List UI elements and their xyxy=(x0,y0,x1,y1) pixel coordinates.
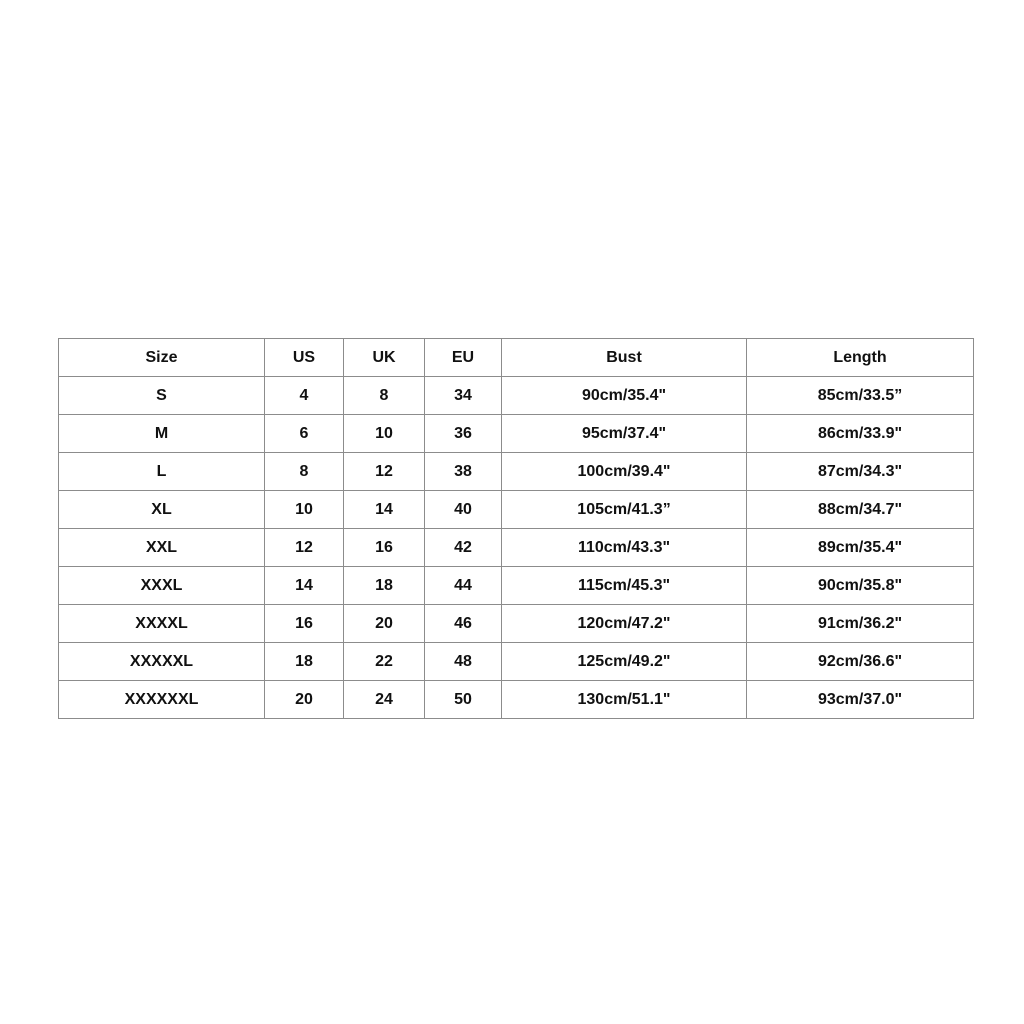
cell-size: XXXXXXL xyxy=(59,681,265,719)
header-bust: Bust xyxy=(502,339,747,377)
cell-eu: 46 xyxy=(425,605,502,643)
cell-us: 12 xyxy=(265,529,344,567)
cell-size: L xyxy=(59,453,265,491)
header-uk: UK xyxy=(344,339,425,377)
cell-bust: 120cm/47.2" xyxy=(502,605,747,643)
table-row xyxy=(59,377,974,415)
header-us: US xyxy=(265,339,344,377)
header-size: Size xyxy=(59,339,265,377)
cell-length: 90cm/35.8" xyxy=(747,567,974,605)
cell-uk: 8 xyxy=(344,377,425,415)
cell-us: 8 xyxy=(265,453,344,491)
cell-us: 4 xyxy=(265,377,344,415)
cell-size: XL xyxy=(59,491,265,529)
table-row xyxy=(59,415,974,453)
table-row xyxy=(59,567,974,605)
cell-bust: 100cm/39.4" xyxy=(502,453,747,491)
cell-bust: 90cm/35.4" xyxy=(502,377,747,415)
table-row xyxy=(59,681,974,719)
cell-size: M xyxy=(59,415,265,453)
cell-size: XXXXXL xyxy=(59,643,265,681)
cell-us: 18 xyxy=(265,643,344,681)
cell-bust: 110cm/43.3" xyxy=(502,529,747,567)
cell-uk: 18 xyxy=(344,567,425,605)
table-header-row xyxy=(59,339,974,377)
cell-bust: 95cm/37.4" xyxy=(502,415,747,453)
cell-length: 88cm/34.7" xyxy=(747,491,974,529)
cell-length: 93cm/37.0" xyxy=(747,681,974,719)
cell-uk: 24 xyxy=(344,681,425,719)
cell-length: 91cm/36.2" xyxy=(747,605,974,643)
cell-us: 20 xyxy=(265,681,344,719)
table-row xyxy=(59,491,974,529)
cell-uk: 22 xyxy=(344,643,425,681)
cell-uk: 12 xyxy=(344,453,425,491)
size-chart-table xyxy=(58,338,974,719)
header-eu: EU xyxy=(425,339,502,377)
cell-eu: 42 xyxy=(425,529,502,567)
cell-eu: 50 xyxy=(425,681,502,719)
cell-length: 85cm/33.5” xyxy=(747,377,974,415)
cell-size: XXXXL xyxy=(59,605,265,643)
table-row xyxy=(59,643,974,681)
cell-us: 14 xyxy=(265,567,344,605)
cell-us: 6 xyxy=(265,415,344,453)
cell-length: 87cm/34.3" xyxy=(747,453,974,491)
cell-eu: 48 xyxy=(425,643,502,681)
cell-eu: 40 xyxy=(425,491,502,529)
cell-us: 16 xyxy=(265,605,344,643)
cell-eu: 34 xyxy=(425,377,502,415)
cell-uk: 14 xyxy=(344,491,425,529)
cell-uk: 16 xyxy=(344,529,425,567)
table-row xyxy=(59,529,974,567)
cell-eu: 36 xyxy=(425,415,502,453)
cell-uk: 10 xyxy=(344,415,425,453)
cell-bust: 105cm/41.3” xyxy=(502,491,747,529)
header-length: Length xyxy=(747,339,974,377)
table-row xyxy=(59,605,974,643)
cell-length: 89cm/35.4" xyxy=(747,529,974,567)
cell-eu: 44 xyxy=(425,567,502,605)
cell-size: XXL xyxy=(59,529,265,567)
cell-size: XXXL xyxy=(59,567,265,605)
table-body xyxy=(59,377,974,719)
cell-bust: 125cm/49.2" xyxy=(502,643,747,681)
cell-bust: 115cm/45.3" xyxy=(502,567,747,605)
cell-size: S xyxy=(59,377,265,415)
cell-us: 10 xyxy=(265,491,344,529)
cell-length: 92cm/36.6" xyxy=(747,643,974,681)
table-row xyxy=(59,453,974,491)
cell-length: 86cm/33.9" xyxy=(747,415,974,453)
cell-bust: 130cm/51.1" xyxy=(502,681,747,719)
cell-uk: 20 xyxy=(344,605,425,643)
cell-eu: 38 xyxy=(425,453,502,491)
